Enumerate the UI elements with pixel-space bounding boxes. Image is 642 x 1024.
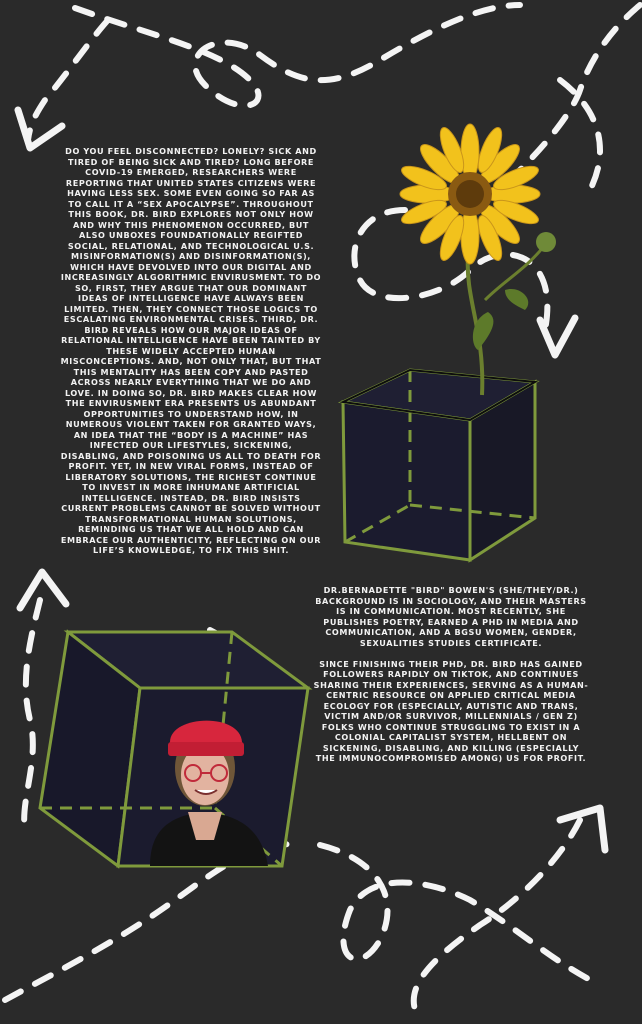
arrowhead-icon — [20, 572, 66, 608]
dashed-loop-arrow — [5, 844, 300, 1000]
author-bio-paragraph: DR.BERNADETTE "BIRD" BOWEN'S (SHE/THEY/DR.) BACKGROUND IS IN SOCIOLOGY, AND THEIR MASTERS IS IN COMMUNICATION. MOST RECENTLY, SHE PUBLISHES POETRY, EARNED A PHD IN MEDIA AND COMMUNICATION, AND A BGSU WOMEN, GENDER, SEXUALITIES STUDIES CERTIFICATE. — [315, 585, 587, 648]
author-cube — [40, 632, 308, 866]
author-bio-paragraph: SINCE FINISHING THEIR PHD, DR. BIRD HAS GAINED FOLLOWERS RAPIDLY ON TIKTOK, AND CONTINUES SHARING THEIR EXPERIENCES, SERVING AS A HUMAN-CENTRIC RESOURCE ON APPLIED CRITICAL MEDIA ECOLOGY FOR (ESPECIALLY, AUTISTIC AND TRANS, VICTIM AND/OR SURVIVOR, MILLENNIALS / GEN Z) FOLKS WHO CONTINUE STRUGGLING TO EXIST IN A COLONIAL CAPITALIST SYSTEM, HELLBENT ON SICKENING, DISABLING, AND KILLING (ESPECIALLY THE IMMUNOCOMPROMISED AMONG) US FOR PROFIT. — [313, 658, 589, 763]
author-bio — [312, 585, 590, 774]
dashed-loop-arrow — [320, 845, 600, 985]
arrowhead-icon — [560, 808, 605, 850]
cube-outline — [343, 370, 535, 560]
sunflower-illustration — [399, 124, 556, 395]
arrowhead-icon — [540, 318, 575, 355]
arrowhead-icon — [18, 110, 62, 148]
dashed-loop-arrow — [75, 5, 520, 106]
dashed-loop-arrow — [485, 5, 640, 200]
book-description: DO YOU FEEL DISCONNECTED? LONELY? SICK AND TIRED OF BEING SICK AND TIRED? LONG BEFORE COVID-19 EMERGED, RESEARCHERS WERE REPORTING THAT UNITED STATES CITIZENS WERE HAVING LESS SEX. SOME EVEN GOING SO FAR AS TO CALL IT A “SEX APOCALYPSE”. THROUGHOUT THIS BOOK, DR. BIRD EXPLORES NOT ONLY HOW AND WHY THIS PHENOMENON OCCURRED, BUT ALSO UNBOXES FOUNDATIONALLY REGIFTED SOCIAL, RELATIONAL, AND TECHNOLOGICAL U.S. MISINFORMATION(S) AND DISINFORMATION(S), WHICH HAVE DEVOLVED INTO OUR DIGITAL AND INCREASINGLY ALGORITHMIC ENVIRUSMENT. TO DO SO, FIRST, THEY ARGUE THAT OUR DOMINANT IDEAS OF INTELLIGENCE HAVE ALWAYS BEEN LIMITED. THEN, THEY CONNECT THOSE LOGICS TO ESCALATING ENVIRONMENTAL CRISES. THIRD, DR. BIRD REVEALS HOW OUR MAJOR IDEAS OF RELATIONAL INTELLIGENCE HAVE BEEN TAINTED BY THESE WIDELY ACCEPTED HUMAN MISCONCEPTIONS. AND, NOT ONLY THAT, BUT THAT THIS MENTALITY HAS BEEN COPY AND PASTED ACROSS NEARLY EVERYTHING THAT WE DO AND LOVE. IN DOING SO, DR. BIRD MAKES CLEAR HOW THE ENVIRUSMENT ERA PRESENTS US ABUNDANT OPPORTUNITIES TO UNDERSTAND HOW, IN NUMEROUS VIOLENT TAKEN FOR GRANTED WAYS, AN IDEA THAT THE “BODY IS A MACHINE” HAS INFECTED OUR LIFESTYLES, SICKENING, DISABLING, AND POISONING US ALL TO DEATH FOR PROFIT. YET, IN NEW VIRAL FORMS, INSTEAD OF LIBERATORY SOLUTIONS, THE RICHEST CONTINUE TO INVEST IN MORE INHUMANE ARTIFICIAL INTELLIGENCE. INSTEAD, DR. BIRD INSISTS CURRENT PROBLEMS CANNOT BE SOLVED WITHOUT TRANSFORMATIONAL HUMAN SOLUTIONS, REMINDING US THAT WE ALL HOLD AND CAN EMBRACE OUR AUTHENTICITY, REFLECTING ON OUR LIFE’S KNOWLEDGE, TO FIX THIS SHIT. — [60, 146, 322, 555]
dashed-loop-arrow — [24, 600, 40, 830]
dashed-loop-arrow — [28, 20, 108, 140]
